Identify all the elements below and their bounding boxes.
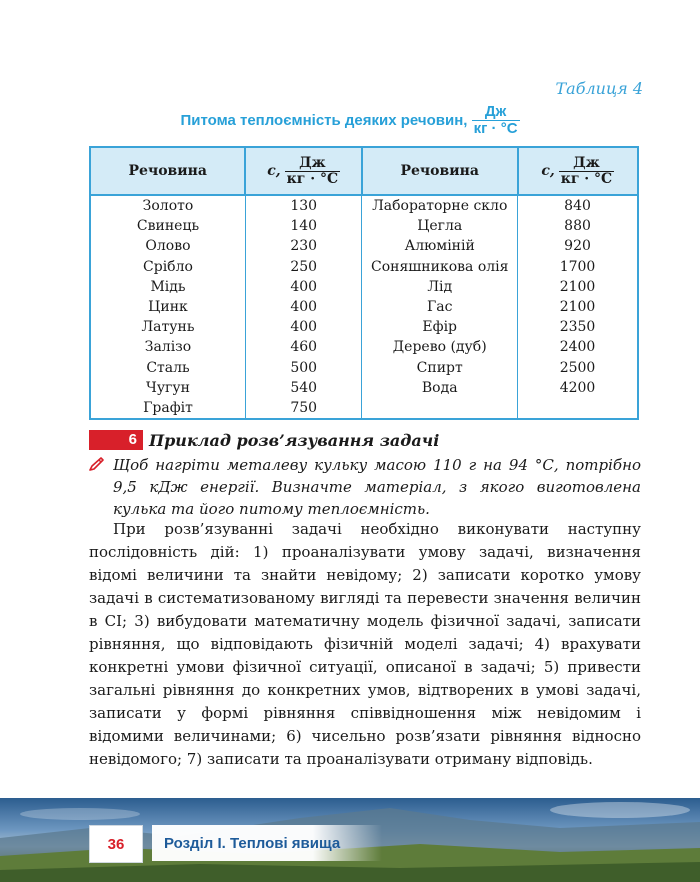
table-label: Таблиця 4 — [555, 79, 643, 98]
body-paragraph: При розв’язуванні задачі необхідно виконувати наступну послідовність дій: 1) проаналізувати умову задачі, визначення відомі величини та знайти невідому; 2) записати коротко умову задачі в систематизованому вигляді та перевести значення величин в СІ; 3) вибудовати математичну модель фізичної задачі, записати рівняння, що відповідають фізичній моделі задачі; 4) врахувати конкретні умови фізичної ситуації, описаної в задачі; 5) привести загальні рівняння до конкретних умов, відтворених в умові задачі, записати у формі рівняння співвідношення між невідомим і відомими величинами; 6) чисельно розв’язати рівняння відносно невідомого; 7) записати та проаналізувати отриману відповідь. — [89, 520, 641, 768]
value-cell: 540 — [245, 378, 361, 398]
substance-cell: Лабораторне скло — [372, 198, 508, 215]
value-cell: 2100 — [518, 277, 638, 297]
table-row — [90, 236, 638, 256]
header-c-1 — [245, 147, 361, 195]
value-cell: 130 — [245, 195, 361, 216]
substance-cell: Ефір — [422, 319, 458, 336]
table-header-row — [90, 147, 638, 195]
substance-cell: Олово — [145, 238, 191, 255]
header-unit-numerator: Дж — [559, 156, 614, 172]
unit-denominator: кг · °С — [473, 119, 518, 137]
substance-cell: Лід — [427, 278, 453, 295]
section-heading — [89, 430, 439, 450]
value-cell: 2500 — [518, 358, 638, 378]
specific-heat-table — [89, 146, 639, 420]
problem-statement: Щоб нагріти металеву кульку масою 110 г на 94 °С, потрібно 9,5 кДж енергії. Визначте матеріал, з якого виготовлена кулька та його питому теплоємність. — [113, 456, 641, 518]
table-body — [90, 195, 638, 419]
substance-cell: Чугун — [146, 379, 190, 396]
table-row — [90, 317, 638, 337]
table-row — [90, 378, 638, 398]
table-title-text: Питома теплоємність деяких речовин, — [180, 111, 468, 129]
header-unit-numerator: Дж — [285, 156, 340, 172]
substance-cell: Дерево (дуб) — [392, 339, 487, 356]
substance-cell: Вода — [421, 379, 458, 396]
table-row — [90, 277, 638, 297]
substance-cell: Золото — [142, 198, 194, 215]
substance-cell: Соняшникова олія — [370, 258, 509, 275]
substance-cell: Гас — [426, 299, 453, 316]
substance-cell: Графіт — [90, 398, 245, 419]
substance-cell: Алюміній — [404, 238, 475, 255]
value-cell — [518, 398, 638, 419]
header-unit-fraction — [285, 156, 340, 186]
value-cell: 250 — [245, 257, 361, 277]
value-cell: 400 — [245, 297, 361, 317]
header-substance-1: Речовина — [90, 147, 245, 195]
chapter-title: Розділ І. Теплові явища — [152, 825, 382, 861]
header-unit-fraction — [559, 156, 614, 186]
page-number: 36 — [89, 825, 143, 863]
value-cell: 230 — [245, 236, 361, 256]
header-substance-2: Речовина — [362, 147, 518, 195]
substance-cell — [362, 398, 518, 419]
value-cell: 840 — [518, 195, 638, 216]
header-unit-denominator: кг · °С — [560, 170, 613, 187]
section-title: Приклад розв’язування задачі — [149, 430, 440, 450]
header-c-symbol: c, — [267, 163, 281, 179]
value-cell: 4200 — [518, 378, 638, 398]
table-row — [90, 195, 638, 216]
substance-cell: Срібло — [143, 258, 193, 275]
value-cell: 400 — [245, 317, 361, 337]
substance-cell: Цегла — [417, 218, 463, 235]
table-row — [90, 297, 638, 317]
header-c-2 — [518, 147, 638, 195]
table-row — [90, 398, 638, 419]
substance-cell: Цинк — [148, 299, 188, 316]
header-c-symbol: c, — [541, 163, 555, 179]
substance-cell: Латунь — [141, 319, 195, 336]
value-cell: 920 — [518, 236, 638, 256]
table-row — [90, 257, 638, 277]
unit-fraction — [472, 104, 520, 137]
unit-numerator: Дж — [472, 104, 520, 121]
substance-cell: Спирт — [416, 359, 463, 376]
substance-cell: Сталь — [146, 359, 190, 376]
substance-cell: Свинець — [136, 218, 200, 235]
value-cell: 880 — [518, 216, 638, 236]
value-cell: 2100 — [518, 297, 638, 317]
value-cell: 140 — [245, 216, 361, 236]
header-unit-denominator: кг · °С — [286, 170, 339, 187]
value-cell: 400 — [245, 277, 361, 297]
table-row — [90, 337, 638, 357]
value-cell: 1700 — [518, 257, 638, 277]
substance-cell: Залізо — [144, 339, 192, 356]
substance-cell: Мідь — [150, 278, 186, 295]
value-cell: 2400 — [518, 337, 638, 357]
value-cell: 460 — [245, 337, 361, 357]
value-cell: 2350 — [518, 317, 638, 337]
table-row — [90, 358, 638, 378]
pencil-icon — [88, 455, 106, 473]
table-title — [0, 104, 700, 137]
table-row — [90, 216, 638, 236]
section-number: 6 — [89, 430, 143, 450]
value-cell: 500 — [245, 358, 361, 378]
value-cell: 750 — [245, 398, 361, 419]
